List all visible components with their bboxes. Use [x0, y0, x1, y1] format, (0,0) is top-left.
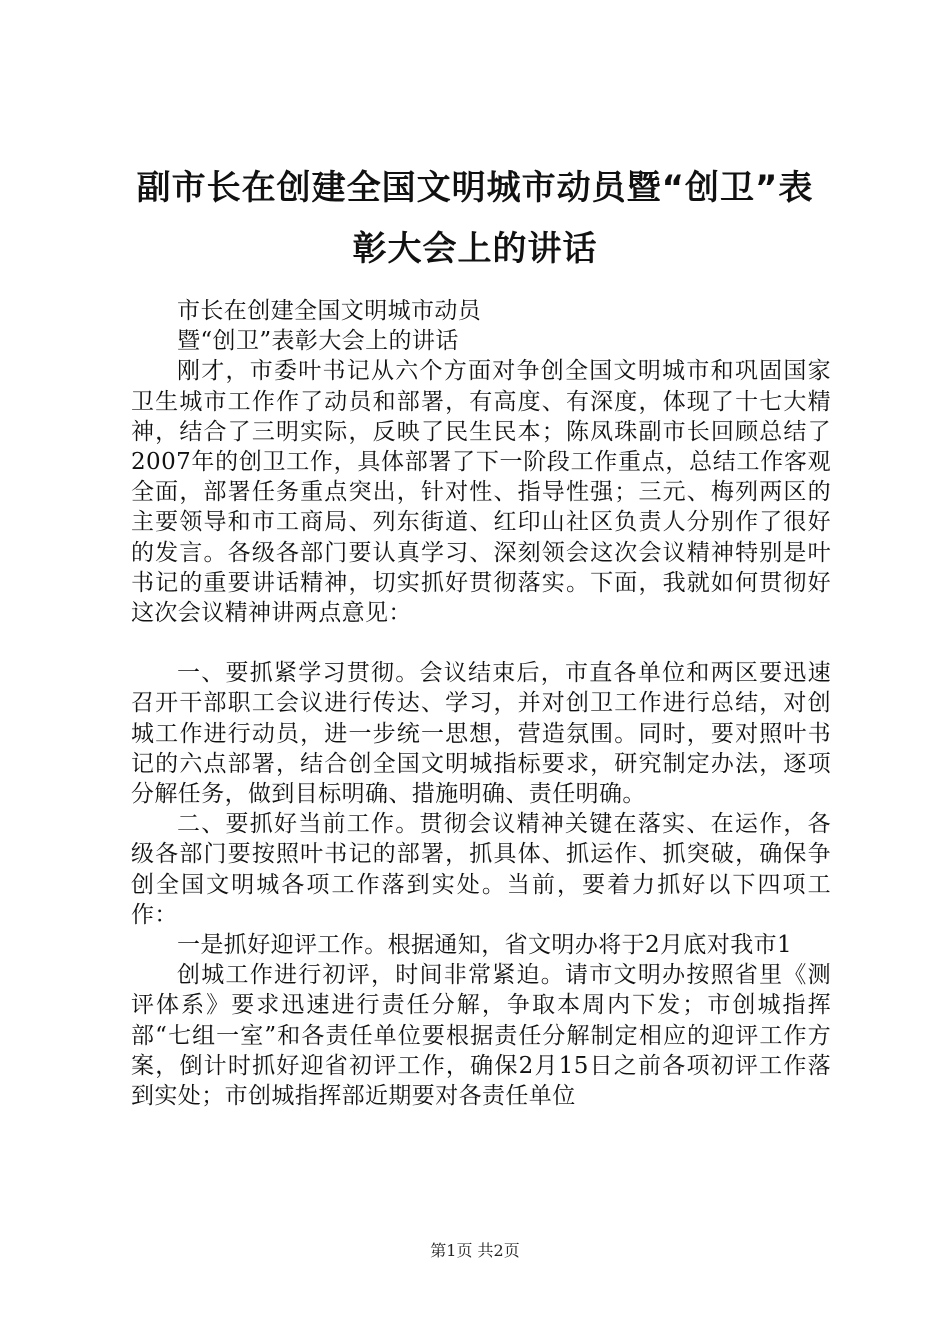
page-title [120, 158, 830, 280]
title-line-1: 副市长在创建全国文明城市动员暨“创卫”表 [136, 168, 814, 208]
paragraph-opening: 刚才，市委叶书记从六个方面对争创全国文明城市和巩固国家卫生城市工作作了动员和部署，有高度、有深度，体现了十七大精神，结合了三明实际，反映了民生民本；陈凤珠副市长回顾总结了2007年的创卫工作，具体部署了下一阶段工作重点，总结工作客观全面，部署任务重点突出，针对性、指导性强；三元、梅列两区的主要领导和市工商局、列东街道、红印山社区负责人分别作了很好的发言。各级各部门要认真学习、深刻领会这次会议精神特别是叶书记的重要讲话精神，切实抓好贯彻落实。下面，我就如何贯彻好这次会议精神讲两点意见： [131, 358, 831, 627]
paragraph-point-one: 一、要抓紧学习贯彻。会议结束后，市直各单位和两区要迅速召开干部职工会议进行传达、学习，并对创卫工作进行总结，对创城工作进行动员，进一步统一思想，营造氛围。同时，要对照叶书记的六点部署，结合创全国文明城指标要求，研究制定办法，逐项分解任务，做到目标明确、措施明确、责任明确。 [131, 660, 831, 808]
paragraph-point-two: 二、要抓好当前工作。贯彻会议精神关键在落实、在运作，各级各部门要按照叶书记的部署，抓具体、抓运作、抓突破，确保争创全国文明城各项工作落到实处。当前，要着力抓好以下四项工作： [131, 811, 831, 928]
document-body [131, 296, 831, 1111]
paragraph-task-one: 一是抓好迎评工作。根据通知，省文明办将于2月底对我市1 [177, 932, 793, 959]
title-line-2: 彰大会上的讲话 [352, 229, 598, 269]
subtitle-line-1: 市长在创建全国文明城市动员 [177, 298, 482, 324]
page-footer: 第1页 共2页 [430, 1241, 520, 1260]
subtitle-line-2: 暨“创卫”表彰大会上的讲话 [177, 328, 459, 355]
paragraph-task-one-continued: 创城工作进行初评，时间非常紧迫。请市文明办按照省里《测评体系》要求迅速进行责任分解，争取本周内下发；市创城指挥部“七组一室”和各责任单位要根据责任分解制定相应的迎评工作方案，倒计时抓好迎省初评工作，确保2月15日之前各项初评工作落到实处；市创城指挥部近期要对各责任单位 [131, 962, 831, 1110]
